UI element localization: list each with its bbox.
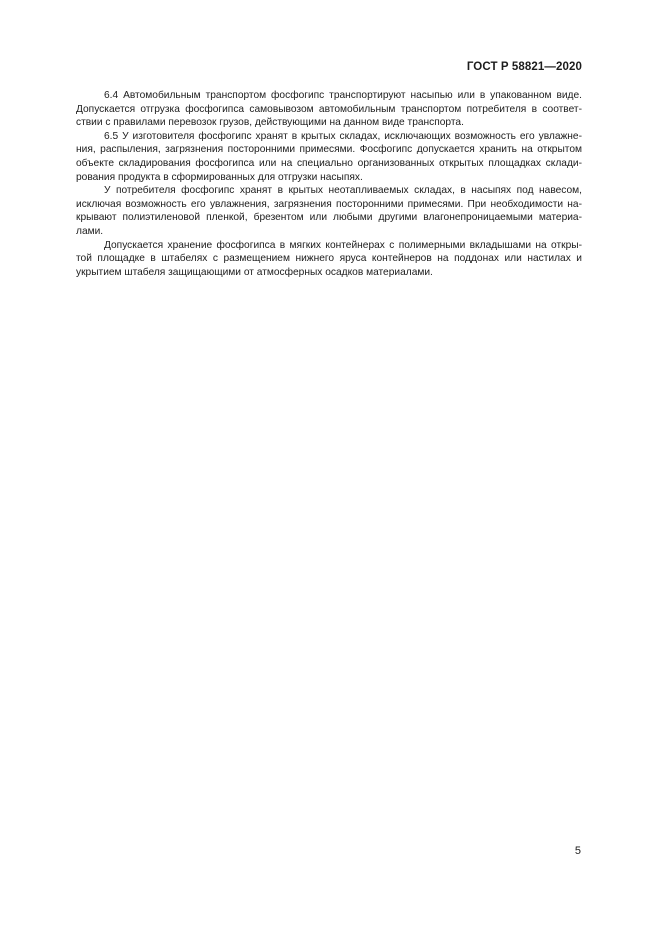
paragraph-6-5 — [76, 130, 582, 184]
text-line: Допускается отгрузка фосфогипса самовывозом автомобильным транспортом потребителя в соответ- — [76, 103, 582, 115]
text-line: рования продукта в сформированных для отгрузки насыпях. — [76, 171, 363, 183]
text-line: лами. — [76, 225, 104, 237]
text-line: укрытием штабеля защищающими от атмосферных осадков материалами. — [76, 266, 433, 278]
text-line: 6.5 У изготовителя фосфогипс хранят в крытых складах, исключающих возможность его увлажне- — [104, 130, 582, 142]
text-line: ствии с правилами перевозок грузов, действующими на данном виде транспорта. — [76, 117, 464, 129]
text-line: объекте складирования фосфогипса или на специально организованных открытых площадках склади- — [76, 157, 582, 169]
text-line: У потребителя фосфогипс хранят в крытых неотапливаемых складах, в насыпях под навесом, — [104, 185, 582, 197]
text-line: 6.4 Автомобильным транспортом фосфогипс транспортируют насыпью или в упакованном виде. — [104, 90, 582, 101]
text-line: той площадке в штабелях с размещением нижнего яруса контейнеров на поддонах или настилах и — [76, 253, 582, 265]
document-body — [76, 89, 582, 279]
page-number: 5 — [574, 845, 581, 857]
document-code-header: ГОСТ Р 58821—2020 — [466, 61, 582, 73]
paragraph-consumer-storage — [76, 184, 582, 238]
text-line: Допускается хранение фосфогипса в мягких контейнерах с полимерными вкладышами на откры- — [104, 239, 582, 251]
text-line: исключая возможность его увлажнения, загрязнения посторонними примесями. При необходимости на- — [76, 198, 582, 210]
paragraph-container-storage — [76, 239, 582, 280]
text-line: ния, распыления, загрязнения посторонними примесями. Фосфогипс допускается хранить на открытом — [76, 144, 582, 156]
text-line: крывают полиэтиленовой пленкой, брезентом или любыми другими влагонепроницаемыми материа- — [76, 212, 582, 224]
paragraph-6-4 — [76, 89, 582, 130]
